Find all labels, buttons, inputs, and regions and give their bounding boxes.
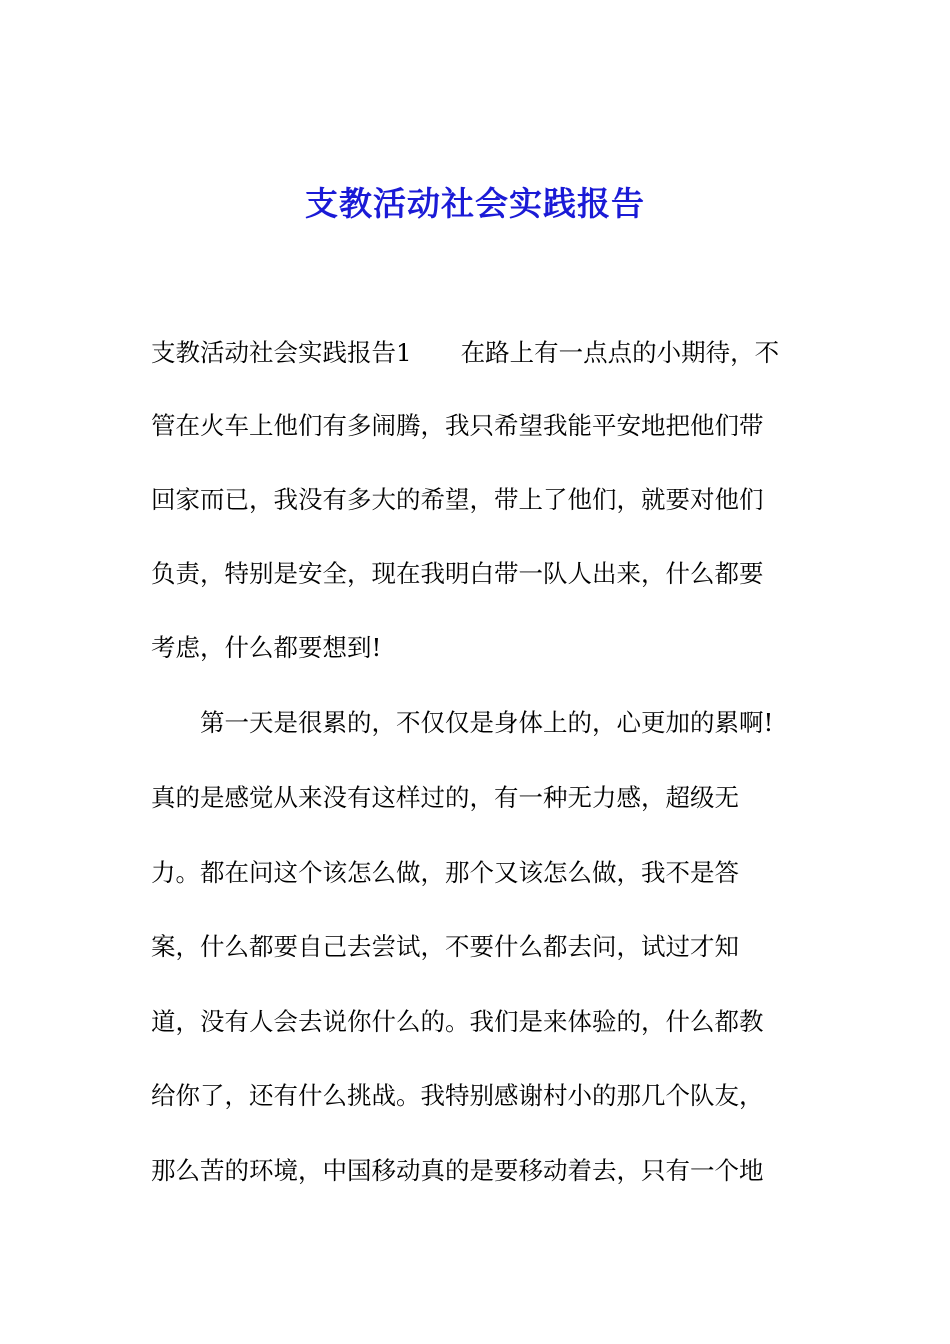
body-line-6: 第一天是很累的，不仅仅是身体上的，心更加的累啊! [151,708,774,737]
body-line-7: 真的是感觉从来没有这样过的，有一种无力感，超级无 [151,783,739,812]
body-line-2: 管在火车上他们有多闹腾，我只希望我能平安地把他们带 [151,411,764,440]
body-line-11: 给你了，还有什么挑战。我特别感谢村小的那几个队友， [151,1081,764,1110]
body-line-12: 那么苦的环境，中国移动真的是要移动着去，只有一个地 [151,1156,764,1185]
document-title: 支教活动社会实践报告 [305,184,645,223]
body-line-3: 回家而已，我没有多大的希望，带上了他们，就要对他们 [151,485,764,514]
body-line-5: 考虑，什么都要想到! [151,633,382,662]
body-line-1: 支教活动社会实践报告1 在路上有一点点的小期待，不 [151,338,780,367]
body-line-10: 道，没有人会去说你什么的。我们是来体验的，什么都教 [151,1007,764,1036]
body-line-4: 负责，特别是安全，现在我明白带一队人出来，什么都要 [151,559,764,588]
body-line-8: 力。都在问这个该怎么做，那个又该怎么做，我不是答 [151,858,739,887]
body-line-9: 案，什么都要自己去尝试，不要什么都去问，试过才知 [151,932,739,961]
